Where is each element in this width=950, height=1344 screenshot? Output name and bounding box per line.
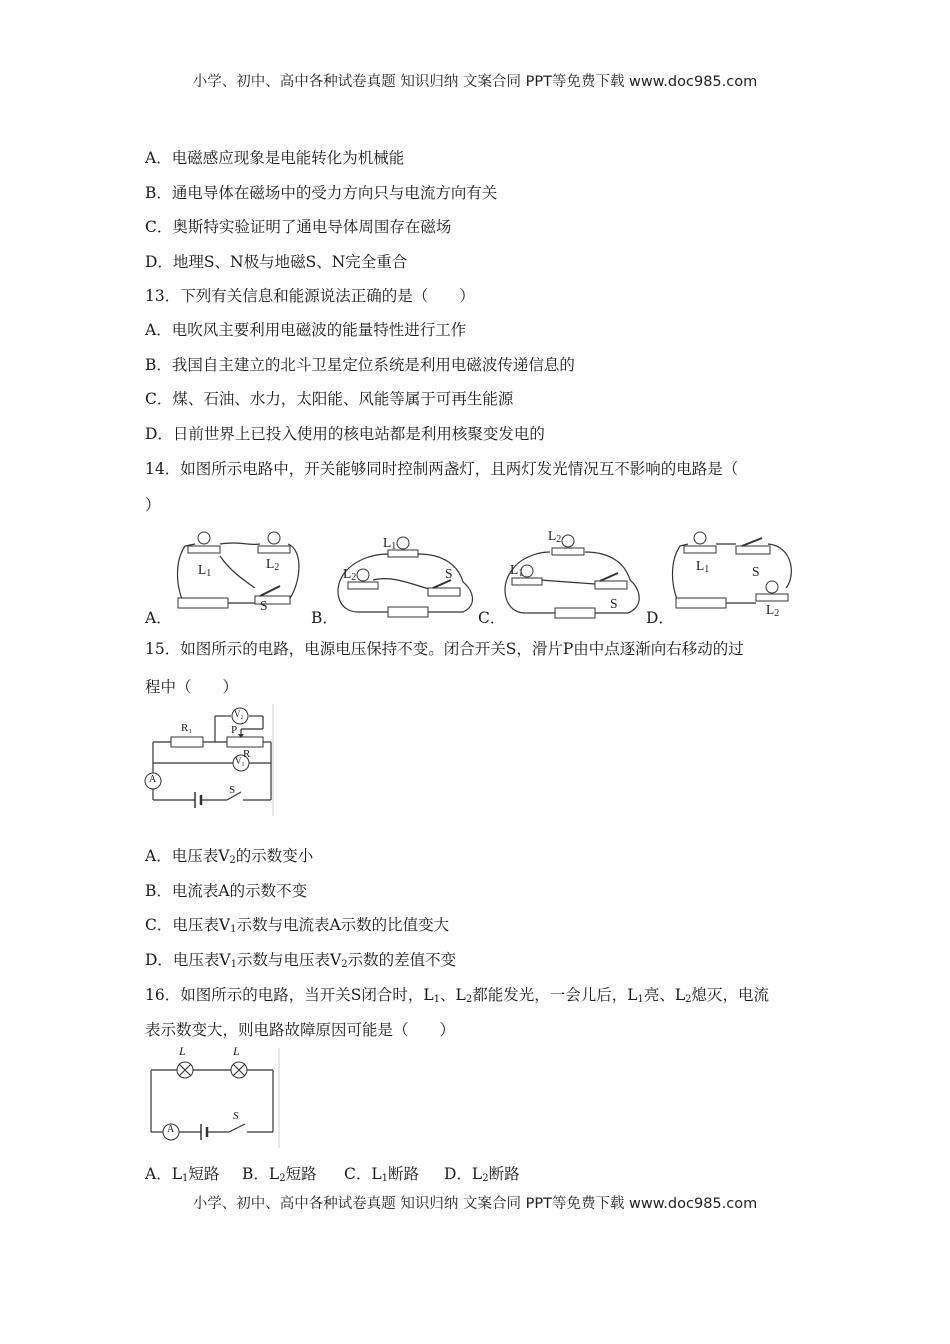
q15-stem-line2: 程中（ ）	[145, 678, 239, 696]
q14-circuit-c	[500, 528, 645, 620]
q16-option-c: C．$L_1$断路	[344, 1165, 420, 1184]
q16-option-d: D．$L_2$断路	[444, 1165, 520, 1184]
q14c-l1-label: $L_1$	[510, 562, 524, 579]
q15-option-b: B．电流表A的示数不变	[145, 882, 308, 900]
q13-option-a: A．电吹风主要利用电磁波的能量特性进行工作	[145, 321, 467, 339]
q12-option-a: A．电磁感应现象是电能转化为机械能	[145, 149, 405, 167]
q15-option-a: A．电压表$V_2$的示数变小	[145, 847, 314, 866]
q15-option-c: C．电压表$V_1$示数与电流表A示数的比值变大	[145, 916, 450, 935]
q15-p-label: P	[231, 724, 238, 736]
q13-stem: 13．下列有关信息和能源说法正确的是（ ）	[145, 287, 475, 305]
q14-option-c-label: C．	[478, 609, 506, 627]
q14-option-b-label: B．	[311, 609, 338, 627]
q15-r1-label: R₁	[181, 722, 193, 734]
q13-option-d: D．日前世界上已投入使用的核电站都是利用核聚变发电的	[145, 425, 545, 443]
q15-circuit	[143, 704, 283, 816]
q14c-s-label: S	[610, 596, 618, 611]
q14-option-a-label: A．	[145, 609, 172, 627]
q12-option-c: C．奥斯特实验证明了通电导体周围存在磁场	[145, 218, 452, 236]
q16-circuit	[145, 1044, 285, 1148]
q16-stem-line2: 表示数变大，则电路故障原因可能是（ ）	[145, 1021, 456, 1039]
page-footer: 小学、初中、高中各种试卷真题 知识归纳 文案合同 PPT等免费下载 www.doc985.com	[192, 1196, 758, 1212]
q12-option-b: B．通电导体在磁场中的受力方向只与电流方向有关	[145, 184, 498, 202]
q14-option-d-label: D．	[646, 609, 674, 627]
q12-option-d: D．地理S、N极与地磁S、N完全重合	[145, 253, 408, 271]
q14-stem-line2: ）	[145, 496, 161, 514]
q15-v2-label: V₂	[234, 709, 244, 719]
q14a-l2-label: $L_2$	[266, 556, 280, 573]
q15-r-label: R	[243, 748, 251, 760]
q16-a-label: A	[167, 1124, 175, 1135]
q15-option-d: D．电压表$V_1$示数与电压表$V_2$示数的差值不变	[145, 951, 457, 970]
q14-circuit-d	[668, 526, 798, 618]
q14d-l2-label: $L_2$	[766, 602, 780, 619]
q14c-l2-label: $L_2$	[548, 528, 562, 545]
q15-v1-label: V₁	[235, 756, 245, 766]
q14a-s-label: S	[260, 598, 268, 613]
q13-option-c: C．煤、石油、水力，太阳能、风能等属于可再生能源	[145, 390, 514, 408]
q16-s-label: S	[233, 1110, 239, 1122]
q13-option-b: B．我国自主建立的北斗卫星定位系统是利用电磁波传递信息的	[145, 356, 575, 374]
q15-a-label: A	[149, 774, 157, 785]
q14b-l1-label: $L_1$	[383, 535, 397, 552]
q14d-l1-label: $L_1$	[696, 558, 710, 575]
q14b-l2-label: $L_2$	[343, 566, 357, 583]
q14b-s-label: S	[445, 566, 453, 581]
q14-circuit-a	[170, 526, 310, 616]
q14-circuit-b	[333, 530, 478, 620]
q16-option-a: A．$L_1$短路	[145, 1165, 220, 1184]
q15-stem-line1: 15．如图所示的电路，电源电压保持不变。闭合开关S，滑片P由中点逐渐向右移动的过	[145, 640, 744, 658]
q14a-l1-label: $L_1$	[198, 562, 212, 579]
q14d-s-label: S	[752, 564, 760, 579]
page-header: 小学、初中、高中各种试卷真题 知识归纳 文案合同 PPT等免费下载 www.doc985.com	[192, 74, 758, 90]
q16-stem-line1: 16．如图所示的电路，当开关S闭合时，$L_1$、$L_2$都能发光，一会儿后，$L_1$亮、$L_2$熄灭，电流	[145, 986, 770, 1005]
q14-stem-line1: 14．如图所示电路中，开关能够同时控制两盏灯，且两灯发光情况互不影响的电路是（	[145, 460, 739, 478]
q16-l1-label: L	[179, 1044, 186, 1058]
q16-l2-label: L	[233, 1044, 240, 1058]
q15-s-label: S	[229, 784, 236, 796]
q16-option-b: B．$L_2$短路	[242, 1165, 317, 1184]
